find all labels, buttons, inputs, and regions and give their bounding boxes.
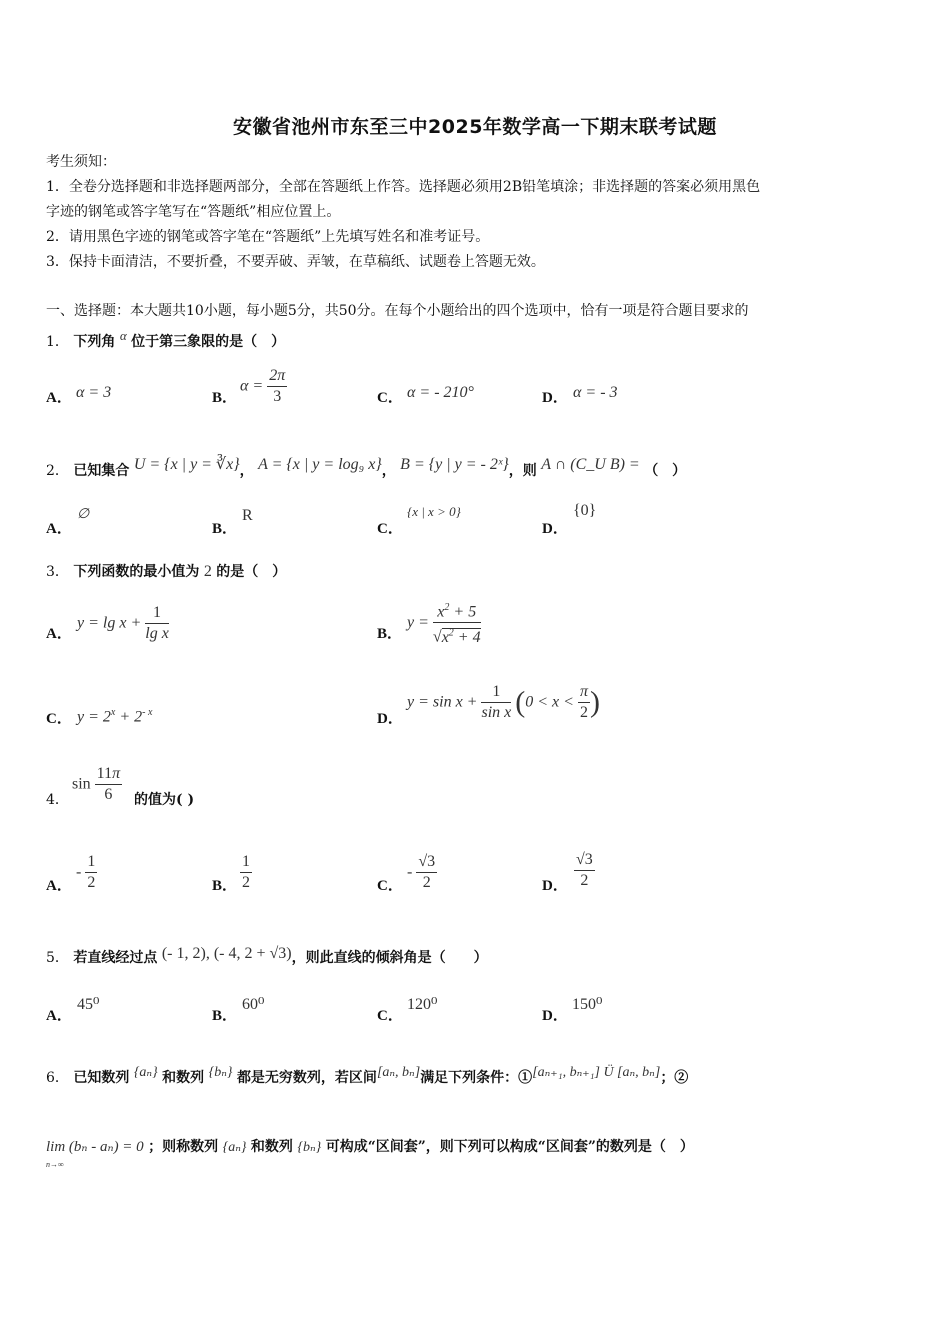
option-value: α = - 3 [573, 384, 618, 401]
question-text: ；② [660, 1070, 689, 1086]
question-number: 4． [46, 792, 69, 808]
option-c-value: - $\frac{√3}{2}$ [407, 853, 436, 891]
option-label: A． [46, 521, 72, 537]
question-math: lim (bₙ - aₙ) = 0 [46, 1139, 144, 1155]
question-math: [aₙ₊₁, bₙ₊₁] Ü [aₙ, bₙ] [532, 1065, 661, 1080]
question-5 [46, 944, 488, 968]
question-math: B = {y | y = - 2ˣ} [400, 456, 509, 473]
question-text: ；则称数列 [148, 1139, 219, 1155]
option-value: 60⁰ [242, 996, 265, 1013]
option-c-formula: $y = 2^x + 2^{- x}$ [77, 707, 153, 726]
option-a-value: - $\frac{1}{2}$ [76, 853, 96, 891]
question-math: A ∩ (C_U B) = [541, 456, 640, 473]
option-label: A． [46, 626, 72, 642]
question-math: {aₙ} [133, 1065, 158, 1080]
question-number: 1． [46, 334, 69, 350]
question-text: 满足下列条件：① [420, 1070, 533, 1086]
question-2: 2． 已知集合 U = {x | y = ∛x}， A = {x | y = log₉ x}， B = {y | y = - 2ˣ}，则 A ∩ (C_U B) = （ ） [46, 456, 687, 479]
question-text: 下列角 [73, 334, 116, 350]
question-text: 和数列 [250, 1139, 293, 1155]
question-text: 的是（ ） [216, 564, 287, 580]
option-value: {0} [573, 502, 597, 519]
option-value: 150⁰ [572, 996, 603, 1013]
question-math: {aₙ} [222, 1140, 247, 1155]
question-math: 2 [203, 563, 212, 580]
question-text: 若直线经过点 [73, 950, 158, 966]
question-number: 6． [46, 1070, 69, 1086]
question-text: ，则此直线的倾斜角是（ ） [291, 950, 488, 966]
option-label: A． [46, 1008, 72, 1024]
question-text: 都是无穷数列，若区间 [236, 1070, 377, 1086]
option-label: D． [542, 390, 568, 406]
notice-heading: 考生须知： [46, 154, 116, 170]
question-math: α [119, 328, 127, 343]
question-math: {bₙ} [208, 1065, 233, 1080]
option-label: A． [46, 878, 72, 894]
question-text: 的值为( ) [134, 792, 195, 808]
question-4-formula: sin $\frac{11\pi}{6}$ [72, 765, 121, 803]
option-value: α = - 210° [407, 384, 474, 401]
question-6-line-2 [46, 1137, 694, 1169]
notice-line-1: 1．全卷分选择题和非选择题两部分，全部在答题纸上作答。选择题必须用2B铅笔填涂；非选择题的答案必须用黑色 [46, 179, 761, 195]
question-text: 已知集合 [73, 463, 130, 479]
question-text: 和数列 [162, 1070, 205, 1086]
limit-subscript: n→∞ [46, 1160, 64, 1169]
option-value: R [242, 507, 253, 524]
question-math: A = {x | y = log₉ x} [258, 456, 382, 473]
question-math: {bₙ} [297, 1140, 322, 1155]
question-text: 可构成“区间套”，则下列可以构成“区间套”的数列是（ ） [325, 1139, 694, 1155]
option-label: D． [542, 878, 568, 894]
option-label: B． [212, 878, 238, 894]
section-heading: 一、选择题：本大题共10小题，每小题5分，共50分。在每个小题给出的四个选项中，恰有一项是符合题目要求的 [46, 303, 749, 319]
option-label: B． [212, 1008, 238, 1024]
notice-line-2: 字迹的钢笔或答字笔写在“答题纸”相应位置上。 [46, 204, 341, 220]
option-d-formula: y = sin x + $\frac{1}{\text{sin x}}$ (0 < x < $\frac{\pi}{2}$ ) [407, 683, 600, 721]
option-value: {x | x > 0} [407, 504, 461, 519]
fraction: $\frac{2\pi}{3}$ [269, 367, 286, 405]
option-label: B． [377, 626, 403, 642]
option-label: C． [377, 1008, 403, 1024]
notice-line-4: 3．保持卡面清洁，不要折叠，不要弄破、弄皱，在草稿纸、试题卷上答题无效。 [46, 254, 545, 270]
question-1 [46, 326, 285, 352]
question-text: 下列函数的最小值为 [73, 564, 200, 580]
option-value: 45⁰ [77, 996, 100, 1013]
option-label: D． [377, 711, 403, 727]
option-label: C． [377, 390, 403, 406]
option-label: D． [542, 1008, 568, 1024]
question-4 [46, 790, 69, 810]
question-math: U = {x | y = ∛x} [133, 456, 240, 473]
question-3 [46, 562, 286, 582]
question-text: 位于第三象限的是（ ） [131, 334, 286, 350]
option-b-value: $\frac{1}{2}$ [242, 853, 250, 891]
option-label: A． [46, 390, 72, 406]
question-text: ，则 [508, 463, 537, 479]
option-label: D． [542, 521, 568, 537]
option-d-value: $\frac{√3}{2}$ [576, 851, 593, 889]
option-a-formula: y = lg x + $\frac{1}{\text{lg x}}$ [77, 604, 169, 642]
question-number: 2． [46, 463, 69, 479]
option-value-b: α = $\frac{2\pi}{3}$ [240, 367, 286, 405]
question-6 [46, 1063, 688, 1088]
question-math: (- 1, 2), (- 4, 2 + √3) [161, 945, 292, 962]
option-value: 120⁰ [407, 996, 438, 1013]
question-number: 3． [46, 564, 69, 580]
option-label: C． [377, 521, 403, 537]
limit-expression [46, 1137, 144, 1169]
option-value: ∅ [77, 507, 90, 522]
option-value: α = 3 [76, 384, 112, 401]
question-text: （ ） [644, 463, 687, 479]
page-title: 安徽省池州市东至三中2025年数学高一下期末联考试题 [233, 116, 717, 138]
notice-line-3: 2．请用黑色字迹的钢笔或答字笔在“答题纸”上先填写姓名和准考证号。 [46, 229, 490, 245]
question-text: 已知数列 [73, 1070, 130, 1086]
question-math: [aₙ, bₙ] [376, 1065, 421, 1080]
option-b-formula: y = $\frac{x^2 + 5}{√x^2 + 4}$ [407, 598, 481, 648]
option-label: C． [46, 711, 72, 727]
question-number: 5． [46, 950, 69, 966]
option-label: B． [212, 390, 238, 406]
option-label: C． [377, 878, 403, 894]
option-label: B． [212, 521, 238, 537]
